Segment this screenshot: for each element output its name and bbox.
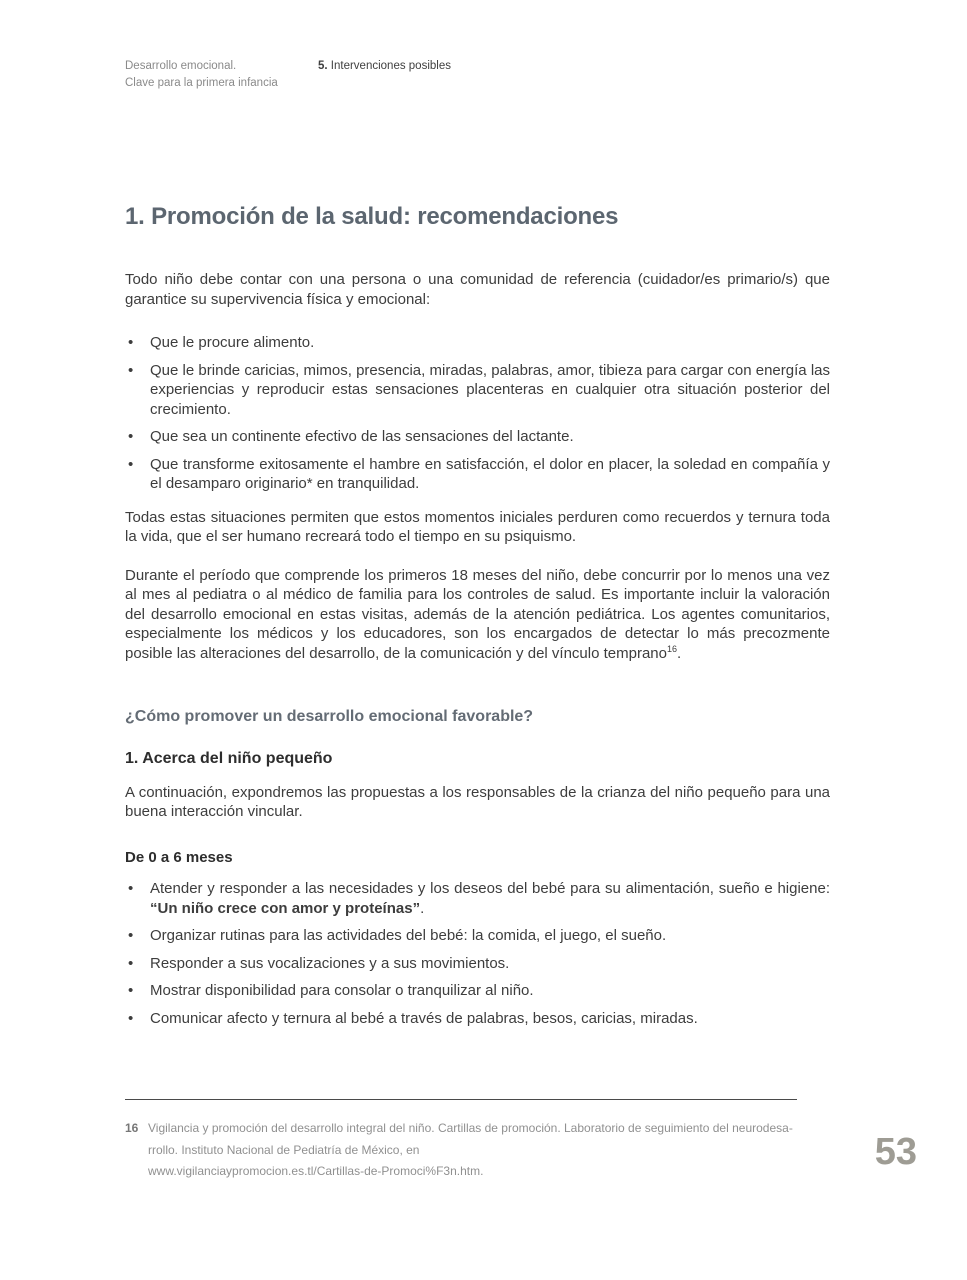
list-item xyxy=(125,954,830,974)
list-item xyxy=(125,1009,830,1029)
book-title-line2: Clave para la primera infancia xyxy=(125,76,278,89)
bold-quote-text: “Un niño crece con amor y proteínas” xyxy=(150,899,421,917)
bullet-icon: • xyxy=(128,1009,134,1027)
age-range-heading: De 0 a 6 meses xyxy=(125,848,233,866)
footnote-text xyxy=(148,1118,830,1183)
bullet-icon: • xyxy=(128,954,134,972)
list-item-text: Que transforme exitosamente el hambre en satisfacción, el dolor en placer, la soledad en compañía y el desamparo originario* en tranquilidad. xyxy=(150,455,830,493)
list-item xyxy=(125,455,830,494)
chapter-title: Intervenciones posibles xyxy=(327,60,451,72)
list-item-text: Atender y responder a las necesidades y los deseos del bebé para su alimentación, sueño e higiene: xyxy=(150,880,830,898)
paragraph-checkups-period: . xyxy=(677,644,682,662)
age-0-6-recommendations-list xyxy=(125,879,830,1028)
list-item xyxy=(125,879,830,918)
subsection-heading: 1. Acerca del niño pequeño xyxy=(125,749,333,767)
subsection-intro: A continuación, expondremos las propuestas a los responsables de la crianza del niño pequeño para una buena interacción vincular. xyxy=(125,783,830,821)
list-item xyxy=(125,981,830,1001)
section-title: 1. Promoción de la salud: recomendaciones xyxy=(125,203,619,231)
list-item-text: Comunicar afecto y ternura al bebé a través de palabras, besos, caricias, miradas. xyxy=(150,1009,698,1027)
bullet-icon: • xyxy=(128,334,134,352)
list-item-period: . xyxy=(420,899,425,917)
list-item-text: Que le procure alimento. xyxy=(150,334,315,352)
paragraph-checkups-text: Durante el período que comprende los primeros 18 meses del niño, debe concurrir por lo menos una vez al mes al pediatra o al médico de familia para los controles de salud. Es importante incluir la valoración del desarrollo emocional en estas visitas, además de la atención pediátrica. Los agentes comunitarios, especialmente los médicos y los educadores, son los encargados de detectar lo más precozmente posible las alteraciones del desarrollo, de la comunicación y del vínculo temprano xyxy=(125,566,830,662)
caregiver-requirements-list xyxy=(125,333,830,494)
bullet-icon: • xyxy=(128,455,134,473)
list-item-text: Responder a sus vocalizaciones y a sus movimientos. xyxy=(150,954,510,972)
running-head-chapter xyxy=(318,58,451,91)
question-heading: ¿Cómo promover un desarrollo emocional favorable? xyxy=(125,708,534,726)
list-item xyxy=(125,926,830,946)
footnote-divider xyxy=(125,1099,797,1100)
footnote-number: 16 xyxy=(125,1121,139,1135)
paragraph-checkups xyxy=(125,566,830,664)
book-title-line1: Desarrollo emocional. xyxy=(125,60,237,72)
list-item xyxy=(125,333,830,353)
running-head-book-title xyxy=(125,58,318,91)
bullet-icon: • xyxy=(128,361,134,379)
bullet-icon: • xyxy=(128,982,134,1000)
list-item xyxy=(125,361,830,420)
footnote-line: www.vigilanciaypromocion.es.tl/Cartillas-de-Promoci%F3n.htm. xyxy=(148,1164,484,1178)
list-item-text: Organizar rutinas para las actividades del bebé: la comida, el juego, el sueño. xyxy=(150,927,667,945)
footnote-line: rrollo. Instituto Nacional de Pediatría de México, en xyxy=(148,1142,420,1157)
bullet-icon: • xyxy=(128,428,134,446)
chapter-number: 5. xyxy=(318,60,328,72)
footnote xyxy=(125,1118,830,1183)
intro-paragraph: Todo niño debe contar con una persona o una comunidad de referencia (cuidador/es primario/s) que garantice su supervivencia física y emocional: xyxy=(125,271,830,308)
footnote-line: Vigilancia y promoción del desarrollo integral del niño. Cartillas de promoción. Laboratorio de seguimiento del neurodesa- xyxy=(148,1121,793,1135)
page-number: 53 xyxy=(874,1131,917,1173)
paragraph-memories: Todas estas situaciones permiten que estos momentos iniciales perduren como recuerdos y ternura toda la vida, que el ser humano recreará todo el tiempo en su psiquismo. xyxy=(125,508,830,546)
list-item-text: Que le brinde caricias, mimos, presencia, miradas, palabras, amor, tibieza para cargar con energía las experiencias y reproducir estas sensaciones placenteras en cualquier otra situación posterior del crecimiento. xyxy=(150,361,830,418)
bullet-icon: • xyxy=(128,927,134,945)
list-item-text: Que sea un continente efectivo de las sensaciones del lactante. xyxy=(150,428,574,446)
bullet-icon: • xyxy=(128,880,134,898)
list-item xyxy=(125,427,830,447)
page-header xyxy=(125,0,830,91)
footnote-reference: 16 xyxy=(666,643,677,654)
list-item-text: Mostrar disponibilidad para consolar o tranquilizar al niño. xyxy=(150,982,534,1000)
